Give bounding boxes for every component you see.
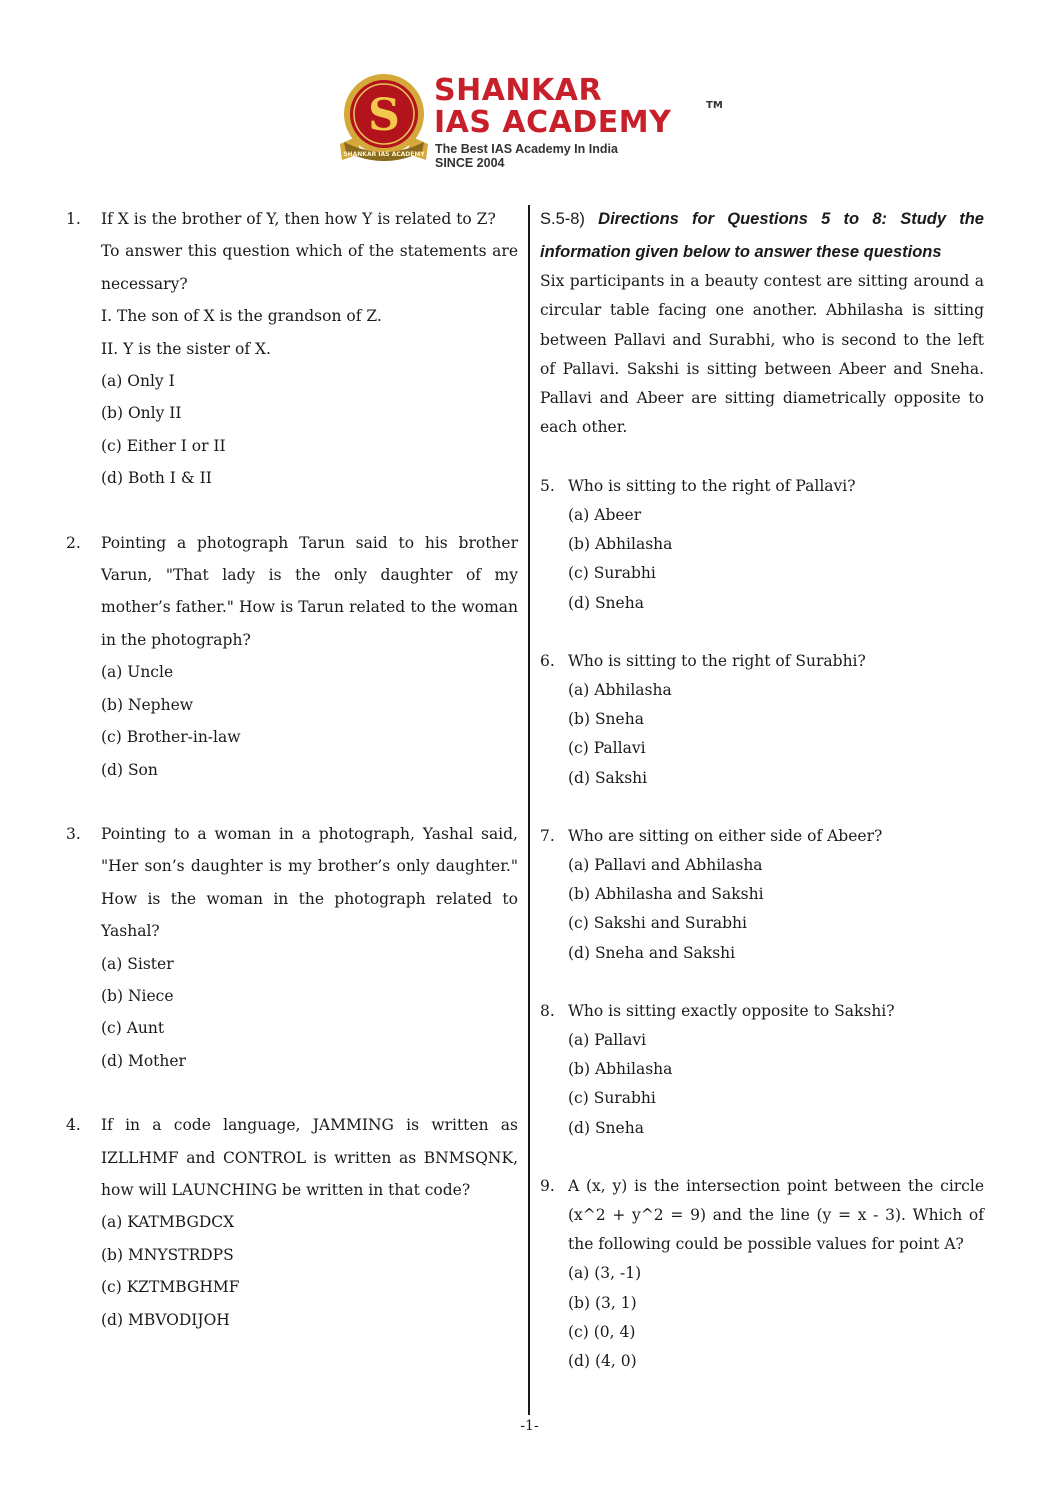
answer-option: (b) Sneha — [568, 710, 644, 729]
answer-option: (a) Abhilasha — [568, 681, 672, 699]
question-text: A (x, y) is the intersection point between the circle (x^2 + y^2 = 9) and the line (y = x - 3). Which of the following could be possible values for point A? — [568, 1176, 984, 1254]
question-text: If in a code language, JAMMING is written as IZLLHMF and CONTROL is written as BNMSQNK, how will LAUNCHING be written in that code? — [101, 1116, 518, 1199]
svg-text:S: S — [368, 90, 400, 141]
answer-option: (b) Abhilasha and Sakshi — [568, 885, 764, 904]
question-text: Who are sitting on either side of Abeer? — [568, 826, 883, 845]
answer-option: (c) Surabhi — [568, 564, 656, 583]
answer-option: (b) Abhilasha — [568, 535, 673, 554]
right-question-list — [540, 472, 984, 1376]
answer-option: (d) Son — [101, 760, 158, 779]
answer-option: (c) Sakshi and Surabhi — [568, 914, 747, 933]
question-text: Who is sitting to the right of Pallavi? — [568, 476, 856, 495]
question-number: 8. — [540, 1001, 555, 1020]
answer-option: (d) Mother — [101, 1051, 186, 1070]
directions-heading — [540, 203, 984, 269]
answer-option: (d) Sneha and Sakshi — [568, 943, 736, 962]
answer-option: (d) Sneha — [568, 1118, 644, 1137]
question-3 — [66, 818, 518, 1077]
answer-option: (a) Only I — [101, 372, 175, 391]
brand-since: SINCE 2004 — [435, 156, 505, 170]
svg-text:SHANKAR IAS ACADEMY: SHANKAR IAS ACADEMY — [343, 151, 425, 158]
answer-option: (a) Uncle — [101, 663, 174, 682]
right-column — [540, 203, 984, 1405]
question-text: If X is the brother of Y, then how Y is related to Z? — [101, 210, 496, 228]
question-number: 1. — [66, 210, 81, 228]
directions-prefix: S.5-8) — [540, 210, 585, 228]
question-number: 9. — [540, 1176, 555, 1195]
answer-option: (a) KATMBGDCX — [101, 1213, 235, 1232]
column-divider — [528, 205, 530, 1415]
answer-option: (d) Sneha — [568, 593, 644, 612]
answer-option: (b) MNYSTRDPS — [101, 1245, 234, 1264]
page-number: -1- — [520, 1418, 539, 1434]
question-number: 6. — [540, 651, 555, 670]
answer-option: (d) MBVODIJOH — [101, 1310, 230, 1329]
answer-option: (b) Nephew — [101, 695, 194, 714]
question-1 — [66, 203, 518, 495]
left-column — [66, 203, 518, 1368]
question-body — [101, 203, 518, 495]
question-text: To answer this question which of the statements are necessary? — [101, 242, 518, 293]
answer-option: (a) Pallavi — [568, 1031, 647, 1050]
question-8 — [540, 997, 984, 1143]
answer-option: (d) Sakshi — [568, 768, 648, 787]
answer-option: (b) (3, 1) — [568, 1293, 637, 1312]
academy-logo — [334, 70, 734, 172]
answer-option: (c) Brother-in-law — [101, 728, 241, 747]
brand-name-line2: IAS ACADEMY — [434, 105, 672, 140]
question-body — [568, 647, 984, 793]
question-9 — [540, 1172, 984, 1376]
question-text: Who is sitting exactly opposite to Sakshi? — [568, 1001, 895, 1020]
question-body — [101, 527, 518, 786]
question-4 — [66, 1109, 518, 1336]
brand-name-line1: SHANKAR — [434, 73, 603, 108]
answer-option: (d) (4, 0) — [568, 1352, 637, 1371]
answer-option: (c) Pallavi — [568, 739, 646, 758]
question-number: 5. — [540, 476, 555, 495]
answer-option: (c) KZTMBGHMF — [101, 1278, 240, 1297]
directions-text: Directions for Questions 5 to 8: Study the information given below to answer these questions — [540, 210, 984, 261]
question-body — [101, 818, 518, 1077]
question-text: I. The son of X is the grandson of Z. — [101, 307, 382, 326]
answer-option: (b) Niece — [101, 986, 174, 1005]
answer-option: (c) Either I or II — [101, 436, 226, 455]
question-body — [101, 1109, 518, 1336]
question-body — [568, 472, 984, 618]
answer-option: (c) (0, 4) — [568, 1322, 636, 1341]
question-number: 3. — [66, 824, 81, 843]
question-number: 7. — [540, 826, 555, 845]
trademark-mark: TM — [706, 100, 723, 111]
answer-option: (a) (3, -1) — [568, 1264, 642, 1283]
question-number: 2. — [66, 533, 81, 552]
question-text: II. Y is the sister of X. — [101, 339, 271, 358]
question-body — [568, 997, 984, 1143]
academy-seal-icon — [334, 70, 434, 170]
answer-option: (a) Sister — [101, 954, 174, 973]
question-number: 4. — [66, 1116, 81, 1135]
answer-option: (c) Surabhi — [568, 1089, 656, 1108]
question-text: Who is sitting to the right of Surabhi? — [568, 651, 866, 670]
question-7 — [540, 822, 984, 968]
question-text: Pointing to a woman in a photograph, Yashal said, "Her son’s daughter is my brother’s only daughter." How is the woman in the photograph related to Yashal? — [101, 824, 518, 941]
answer-option: (b) Only II — [101, 404, 182, 423]
answer-option: (c) Aunt — [101, 1019, 165, 1038]
directions-passage: Six participants in a beauty contest are sitting around a circular table facing one another. Abhilasha is sitting between Pallavi and Surabhi, who is second to the left of Pallavi. Sakshi is sitting between Abeer and Sneha. Pallavi and Abeer are sitting diametrically opposite to each other. — [540, 272, 984, 437]
answer-option: (d) Both I & II — [101, 469, 212, 488]
answer-option: (b) Abhilasha — [568, 1060, 673, 1079]
answer-option: (a) Abeer — [568, 505, 642, 524]
brand-tagline: The Best IAS Academy In India — [435, 142, 618, 156]
question-2 — [66, 527, 518, 786]
question-5 — [540, 472, 984, 618]
question-text: Pointing a photograph Tarun said to his brother Varun, "That lady is the only daughter of my mother’s father." How is Tarun related to the woman in the photograph? — [101, 533, 518, 649]
question-6 — [540, 647, 984, 793]
question-body — [568, 822, 984, 968]
answer-option: (a) Pallavi and Abhilasha — [568, 856, 763, 875]
question-body — [568, 1172, 984, 1376]
